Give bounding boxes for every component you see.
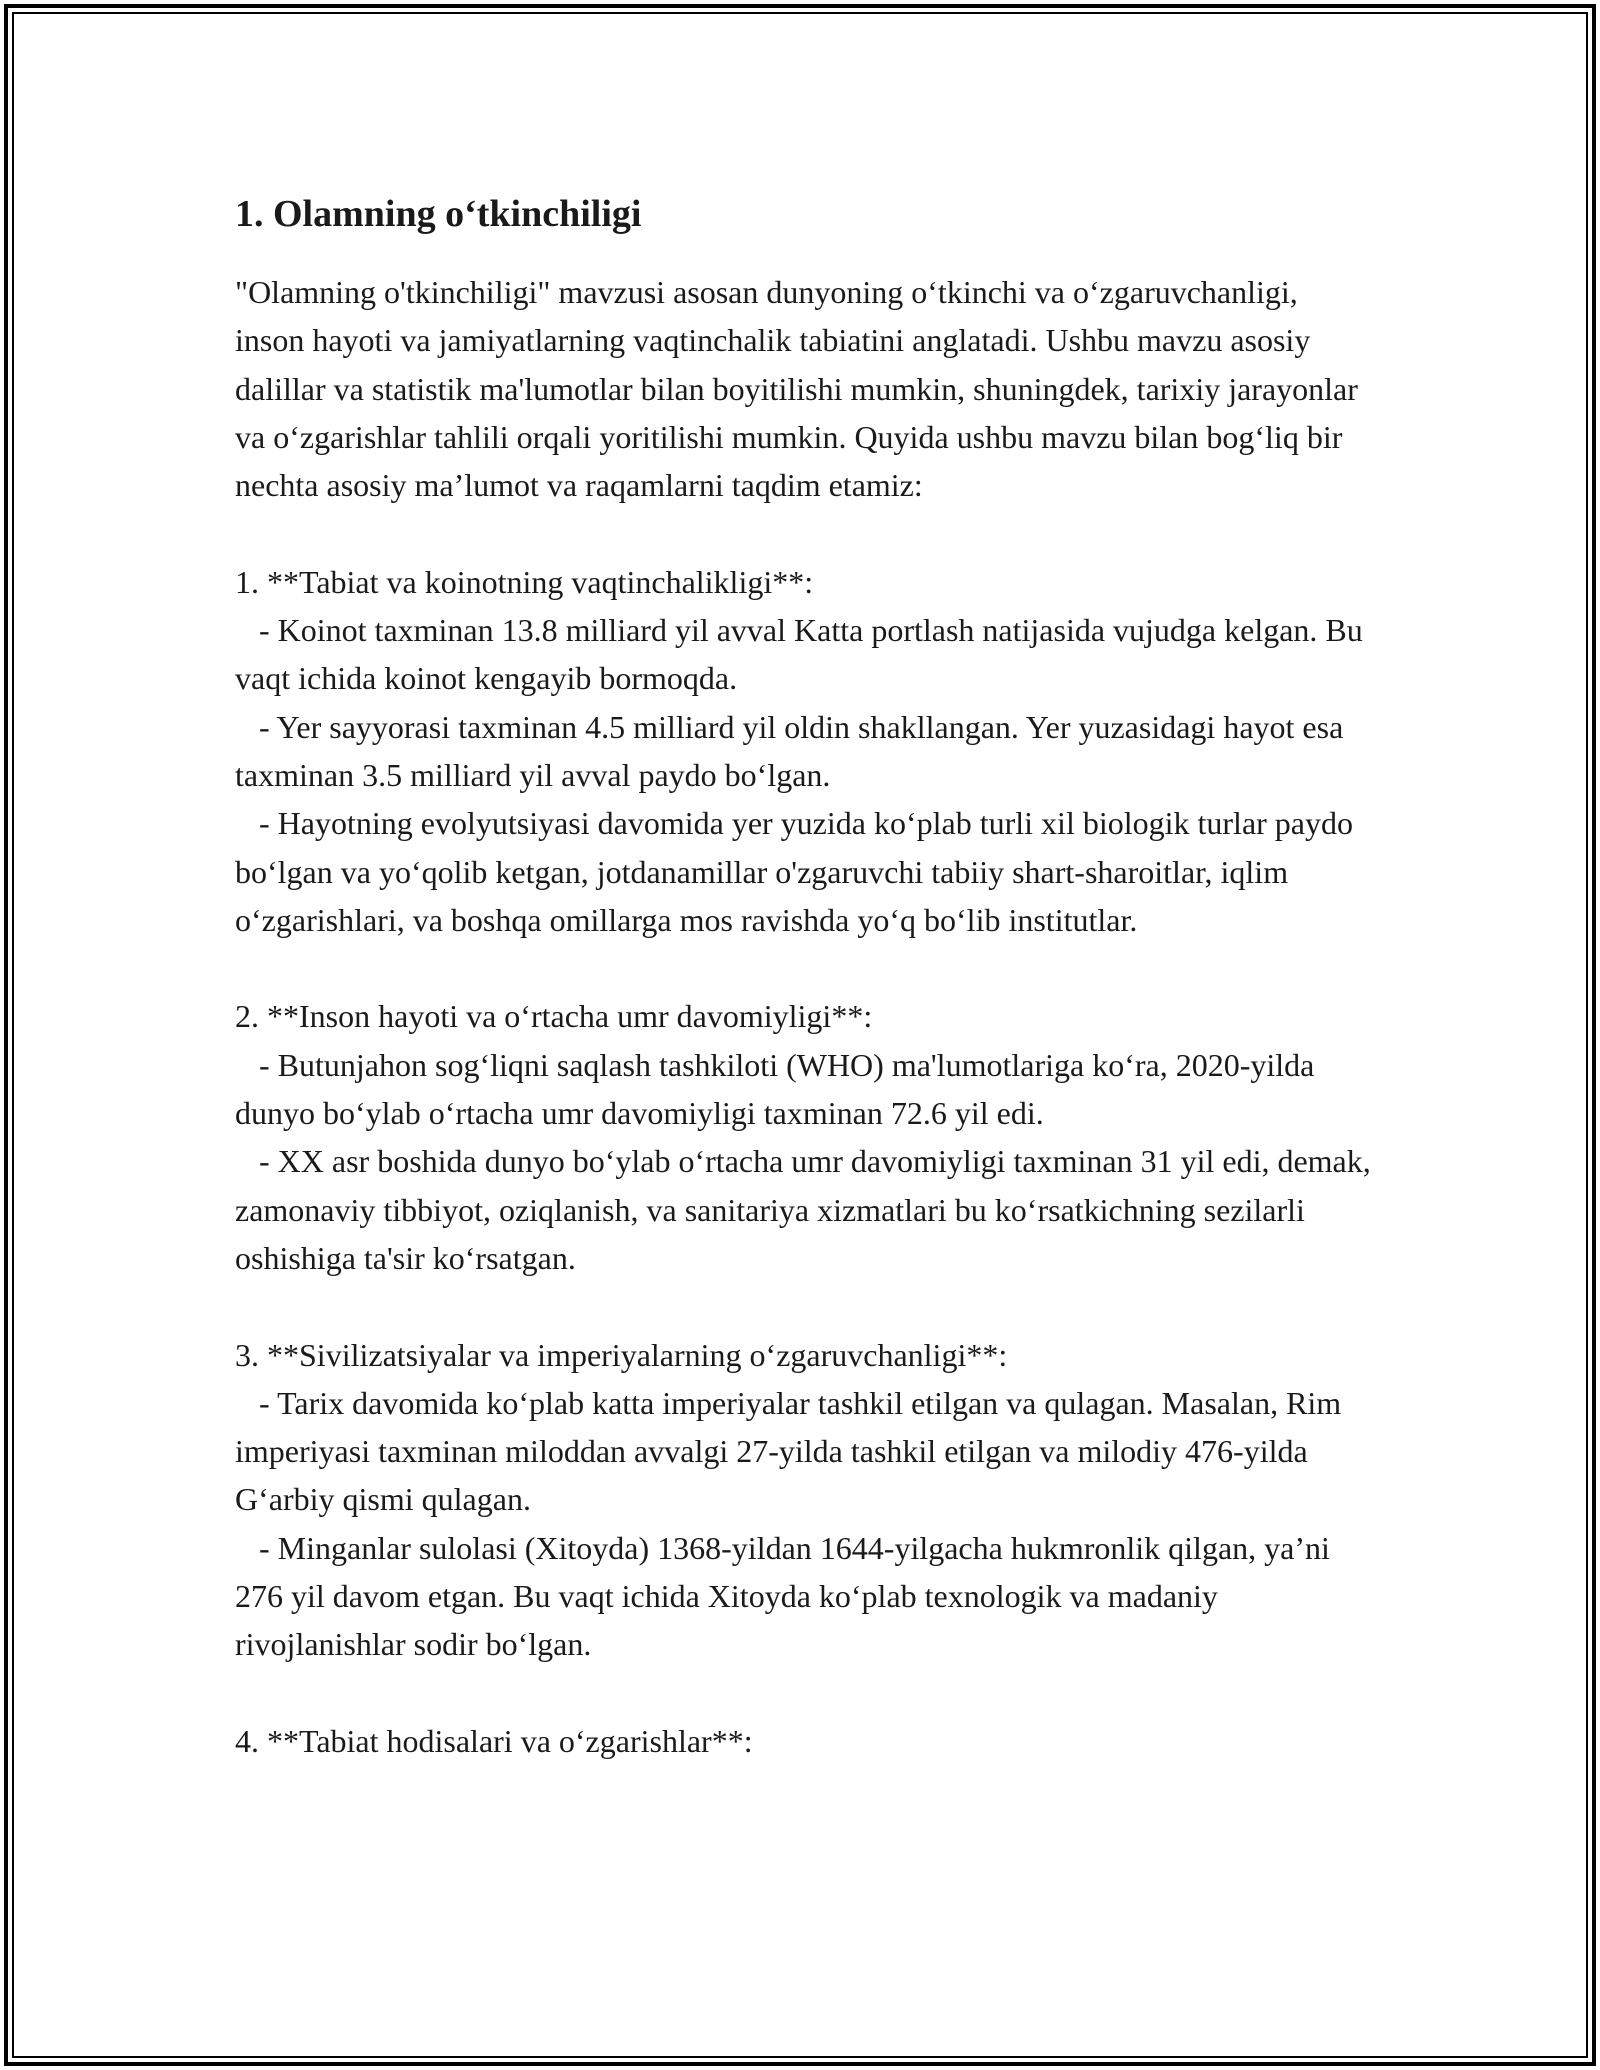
section-spacer xyxy=(235,1669,1375,1717)
section-3-item-2: - Minganlar sulolasi (Xitoyda) 1368-yildan 1644-yilgacha hukmronlik qilgan, ya’ni 276 yil davom etgan. Bu vaqt ichida Xitoyda ko‘plab texnologik va madaniy rivojlanishlar sodir bo‘lgan. xyxy=(235,1529,1338,1663)
section-spacer xyxy=(235,509,1375,557)
section-heading-1: 1. **Tabiat va koinotning vaqtinchalikligi**: xyxy=(235,563,814,600)
section-heading-2: 2. **Inson hayoti va o‘rtacha umr davomiyligi**: xyxy=(235,998,873,1035)
document-title: 1. Olamning o‘tkinchiligi xyxy=(235,193,642,235)
section-3-item-1: - Tarix davomida ko‘plab katta imperiyalar tashkil etilgan va qulagan. Masalan, Rim imperiyasi taxminan miloddan avvalgi 27-yilda tashkil etilgan va milodiy 476-yilda G‘arbiy qismi qulagan. xyxy=(235,1384,1350,1518)
section-2-item-2: - XX asr boshida dunyo bo‘ylab o‘rtacha umr davomiyligi taxminan 31 yil edi, demak, zamonaviy tibbiyot, oziqlanish, va sanitariya xizmatlari bu ko‘rsatkichning sezilarli oshishiga ta'sir ko‘rsatgan. xyxy=(235,1143,1379,1276)
document-body xyxy=(235,190,1379,1765)
section-1-item-2: - Yer sayyorasi taxminan 4.5 milliard yil oldin shakllangan. Yer yuzasidagi hayot esa taxminan 3.5 milliard yil avval paydo bo‘lgan. xyxy=(235,708,1352,793)
intro-paragraph: "Olamning o'tkinchiligi" mavzusi asosan dunyoning o‘tkinchi va o‘zgaruvchanligi, inson hayoti va jamiyatlarning vaqtinchalik tabiatini anglatadi. Ushbu mavzu asosiy dalillar va statistik ma'lumotlar bilan boyitilishi mumkin, shuningdek, tarixiy jarayonlar va o‘zgarishlar tahlili orqali yoritilishi mumkin. Quyida ushbu mavzu bilan bog‘liq bir nechta asosiy ma’lumot va raqamlarni taqdim etamiz: xyxy=(235,274,1366,504)
section-2-item-1: - Butunjahon sog‘liqni saqlash tashkiloti (WHO) ma'lumotlariga ko‘ra, 2020-yilda dunyo bo‘ylab o‘rtacha umr davomiyligi taxminan 72.6 yil edi. xyxy=(235,1046,1323,1132)
section-1-item-3: - Hayotning evolyutsiyasi davomida yer yuzida ko‘plab turli xil biologik turlar paydo bo‘lgan va yo‘qolib ketgan, jotdanamillar o'zgaruvchi tabiiy shart-sharoitlar, iqlim o‘zgarishlari, va boshqa omillarga mos ravishda yo‘q bo‘lib institutlar. xyxy=(235,805,1361,938)
section-heading-3: 3. **Sivilizatsiyalar va imperiyalarning o‘zgaruvchanligi**: xyxy=(235,1336,1008,1373)
section-heading-4: 4. **Tabiat hodisalari va o‘zgarishlar**: xyxy=(235,1722,753,1759)
section-spacer xyxy=(235,1282,1375,1330)
section-spacer xyxy=(235,944,1375,992)
section-1-item-1: - Koinot taxminan 13.8 milliard yil avval Katta portlash natijasida vujudga kelgan. Bu vaqt ichida koinot kengayib bormoqda. xyxy=(235,612,1371,697)
